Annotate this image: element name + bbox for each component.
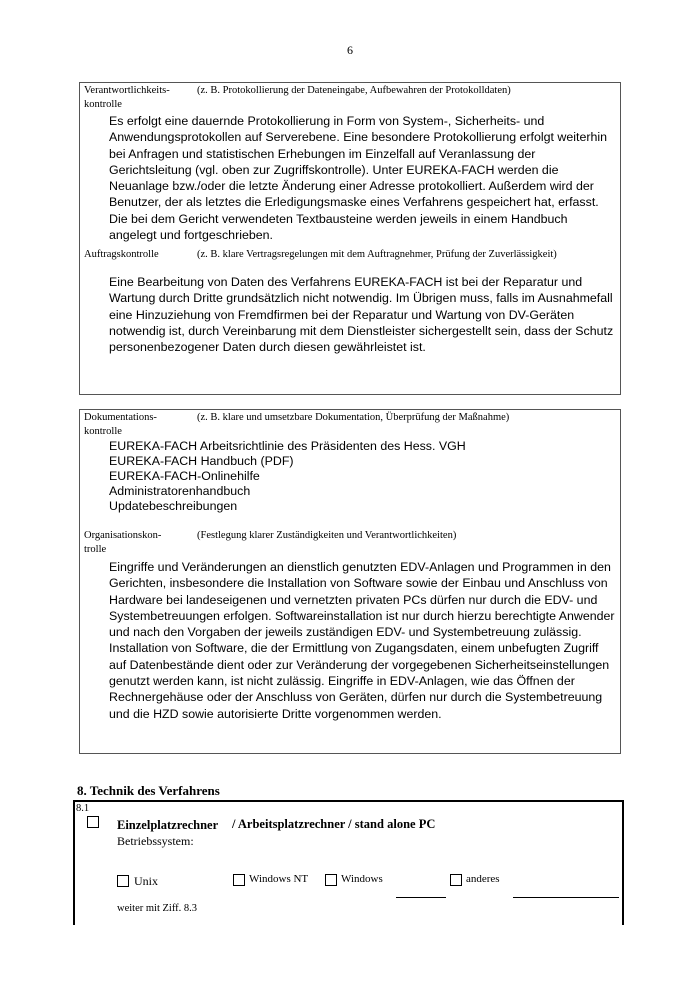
list-item: Administratorenhandbuch	[109, 484, 251, 498]
betriebssystem-label: Betriebssystem:	[117, 834, 194, 848]
section-8-frame-right	[622, 800, 624, 925]
section-8-frame-left	[73, 800, 75, 925]
anderes-line[interactable]	[513, 897, 619, 898]
unix-label: Unix	[134, 874, 158, 888]
text-verantwortlichkeitskontrolle: Es erfolgt eine dauernde Protokollierung in Form von System-, Sicherheits- und Anwendungsprotokollen auf Serverebene. Eine besondere Protokollierung erfolgt weiterhin bei Anfragen und statistischen Erhebungen im Einzelfall auf Veranlassung der Gerichtsleitung (vgl. oben zur Zugriffskontrolle). Unter EUREKA-FACH werden die Neuanlage bzw./oder die letzte Änderung einer Adresse protokolliert. Außerdem wird der Benutzer, der als letztes die Erledigungsmaske eines Verfahrens gespeichert hat, erfasst. Die bei dem Gericht verwendeten Textbausteine werden jeweils in einem Handbuch angelegt und fortgeschrieben.	[109, 114, 608, 243]
list-item: EUREKA-FACH-Onlinehilfe	[109, 469, 260, 483]
page-number: 6	[347, 43, 353, 57]
einzelplatz-suffix: / Arbeitsplatzrechner / stand alone PC	[232, 817, 436, 831]
windows-label: Windows	[341, 873, 383, 885]
section-heading: 8. Technik des Verfahrens	[77, 783, 220, 798]
text-organisationskontrolle: Eingriffe und Veränderungen an dienstlich genutzten EDV-Anlagen und Programmen in den Gerichten, insbesondere die Installation von Software sowie der Einbau und Anschluss von Hardware bei landeseigenen und vernetzten privaten PCs dürfen nur durch die EDV- und Systembetreuungen erfolgen. Softwareinstallation ist nur durch hierzu berechtigte Anwender und nach den Vorgaben der jeweils zuständigen EDV- und Systembetreuung zulässig. Installation von Software, die der Ermittlung von Zugangsdaten, einem unbefugten Zugriff auf Datenbestände dient oder zur Veränderung der vorgegebenen Sicherheitseinstellungen genutzt werden kann, ist nicht zulässig. Eingriffe in EDV-Anlagen, wie das Öffnen der Rechnergehäuse oder der Anschluss von Geräten, dürfen nur durch die Systembetreuung und die HZD sowie autorisierte Dritte vorgenommen werden.	[109, 560, 615, 721]
list-item: EUREKA-FACH Handbuch (PDF)	[109, 454, 294, 468]
label-organisationskontrolle: Organisationskon- trolle	[84, 530, 162, 555]
hint-dokumentationskontrolle: (z. B. klare und umsetzbare Dokumentation, Überprüfung der Maßnahme)	[197, 412, 510, 423]
einzelplatz-label: Einzelplatzrechner	[117, 818, 219, 832]
windows-version-line[interactable]	[396, 897, 446, 898]
einzelplatz-checkbox[interactable]	[87, 816, 99, 828]
list-item: EUREKA-FACH Arbeitsrichtlinie des Präsidenten des Hess. VGH	[109, 439, 466, 453]
hint-organisationskontrolle: (Festlegung klarer Zuständigkeiten und Verantwortlichkeiten)	[197, 530, 457, 541]
list-dokumentation	[109, 439, 617, 514]
windows-nt-checkbox[interactable]	[233, 874, 245, 886]
text-auftragskontrolle: Eine Bearbeitung von Daten des Verfahrens EUREKA-FACH ist bei der Reparatur und Wartung durch Dritte grundsätzlich nicht notwendig. Im Übrigen muss, falls im Ausnahmefall eine Hinzuziehung von Fremdfirmen bei der Reparatur und Wartung von DV-Geräten notwendig ist, durch Vereinbarung mit dem Dienstleister sichergestellt sein, dass der Schutz personenbezogener Daten durch diesen gewährleistet ist.	[109, 275, 614, 355]
label-dokumentationskontrolle: Dokumentations- kontrolle	[84, 412, 157, 437]
unix-checkbox[interactable]	[117, 875, 129, 887]
hint-auftragskontrolle: (z. B. klare Vertragsregelungen mit dem Auftragnehmer, Prüfung der Zuverlässigkeit)	[197, 249, 557, 260]
label-verantwortlichkeitskontrolle: Verantwortlichkeits- kontrolle	[84, 85, 170, 110]
list-item: Updatebeschreibungen	[109, 499, 238, 513]
weiter-text: weiter mit Ziff. 8.3	[117, 903, 197, 914]
hint-verantwortlichkeitskontrolle: (z. B. Protokollierung der Dateneingabe, Aufbewahren der Protokolldaten)	[197, 85, 511, 96]
sub-number: 8.1	[76, 803, 90, 814]
windows-nt-label: Windows NT	[249, 873, 309, 885]
section-8-frame-top	[73, 800, 624, 802]
anderes-checkbox[interactable]	[450, 874, 462, 886]
anderes-label: anderes	[466, 873, 500, 885]
label-auftragskontrolle: Auftragskontrolle	[84, 249, 159, 260]
windows-checkbox[interactable]	[325, 874, 337, 886]
